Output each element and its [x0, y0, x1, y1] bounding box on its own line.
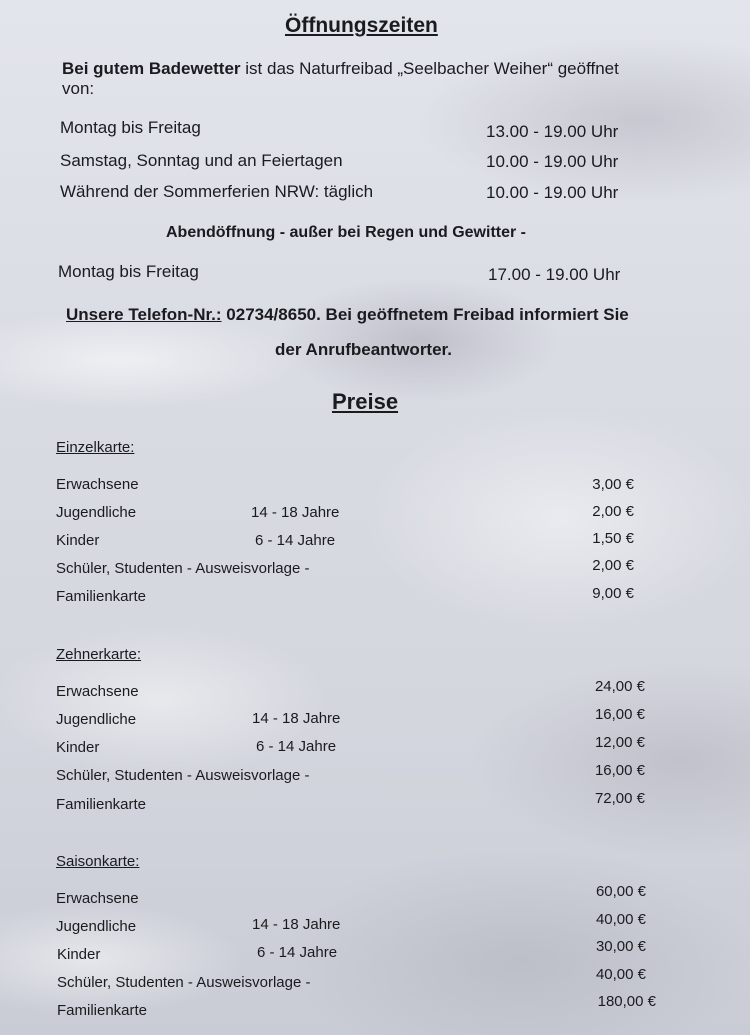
hours-row-label: Samstag, Sonntag und an Feiertagen [60, 151, 343, 170]
hours-row-label: Während der Sommerferien NRW: täglich [60, 182, 374, 201]
price-row-label: Kinder [56, 739, 100, 756]
intro-bold-text: Bei gutem Badewetter [62, 59, 241, 78]
price-row-label: Erwachsene [56, 890, 139, 907]
section-heading: Saisonkarte: [56, 853, 140, 870]
price-row-label: Familienkarte [57, 1002, 148, 1019]
price-row-label: Schüler, Studenten - Ausweisvorlage - [57, 974, 311, 991]
price-row-value: 72,00 € [594, 790, 645, 807]
price-row-value: 9,00 € [592, 585, 634, 602]
price-row-label: Familienkarte [56, 796, 147, 813]
hours-row-time: 10.00 - 19.00 Uhr [486, 183, 619, 202]
hours-row-time: 10.00 - 19.00 Uhr [486, 152, 619, 171]
phone-label: Unsere Telefon-Nr.: [66, 305, 222, 324]
price-row-label: Schüler, Studenten - Ausweisvorlage - [56, 767, 310, 784]
price-row-age: 14 - 18 Jahre [251, 504, 340, 521]
hours-row-label: Montag bis Freitag [60, 118, 201, 137]
evening-row-time: 17.00 - 19.00 Uhr [488, 265, 621, 284]
price-row-value: 2,00 € [592, 557, 634, 574]
phone-rest: 02734/8650. Bei geöffnetem Freibad informiert Sie [221, 305, 629, 324]
price-row-value: 2,00 € [592, 503, 634, 520]
price-row-label: Erwachsene [56, 683, 139, 700]
phone-line-2: der Anrufbeantworter. [275, 340, 452, 359]
price-row-value: 24,00 € [594, 678, 645, 695]
phone-line [66, 305, 629, 325]
price-row-label: Jugendliche [56, 711, 137, 728]
price-row-value: 12,00 € [594, 734, 645, 751]
price-row-value: 16,00 € [594, 706, 645, 723]
price-row-value: 180,00 € [597, 993, 656, 1010]
price-row-label: Jugendliche [56, 504, 137, 521]
evening-heading: Abendöffnung - außer bei Regen und Gewitter - [166, 224, 526, 241]
intro-rest-text: ist das Naturfreibad „Seelbacher Weiher“ geöffnet [240, 59, 619, 78]
price-row-value: 3,00 € [592, 476, 634, 493]
section-heading: Einzelkarte: [56, 439, 135, 456]
price-row-value: 1,50 € [592, 530, 634, 547]
price-row-value: 40,00 € [595, 966, 646, 983]
hours-row-time: 13.00 - 19.00 Uhr [486, 122, 619, 141]
price-row-label: Erwachsene [56, 476, 139, 493]
evening-row-label: Montag bis Freitag [58, 262, 199, 281]
intro-line-2: von: [62, 79, 95, 98]
price-row-label: Kinder [57, 946, 101, 963]
price-row-age: 14 - 18 Jahre [252, 710, 341, 727]
price-row-age: 6 - 14 Jahre [256, 738, 337, 755]
price-row-age: 14 - 18 Jahre [252, 916, 341, 933]
hours-title: Öffnungszeiten [285, 14, 438, 37]
price-row-value: 16,00 € [594, 762, 645, 779]
price-row-label: Jugendliche [56, 918, 137, 935]
price-row-age: 6 - 14 Jahre [255, 532, 336, 549]
price-row-label: Familienkarte [56, 588, 147, 605]
intro-line [62, 59, 619, 79]
price-row-value: 40,00 € [595, 911, 646, 928]
price-row-label: Schüler, Studenten - Ausweisvorlage - [56, 560, 310, 577]
price-row-label: Kinder [56, 532, 100, 549]
price-row-value: 30,00 € [595, 938, 646, 955]
section-heading: Zehnerkarte: [56, 646, 142, 663]
price-row-age: 6 - 14 Jahre [257, 944, 338, 961]
price-row-value: 60,00 € [595, 883, 646, 900]
prices-title: Preise [332, 389, 399, 414]
